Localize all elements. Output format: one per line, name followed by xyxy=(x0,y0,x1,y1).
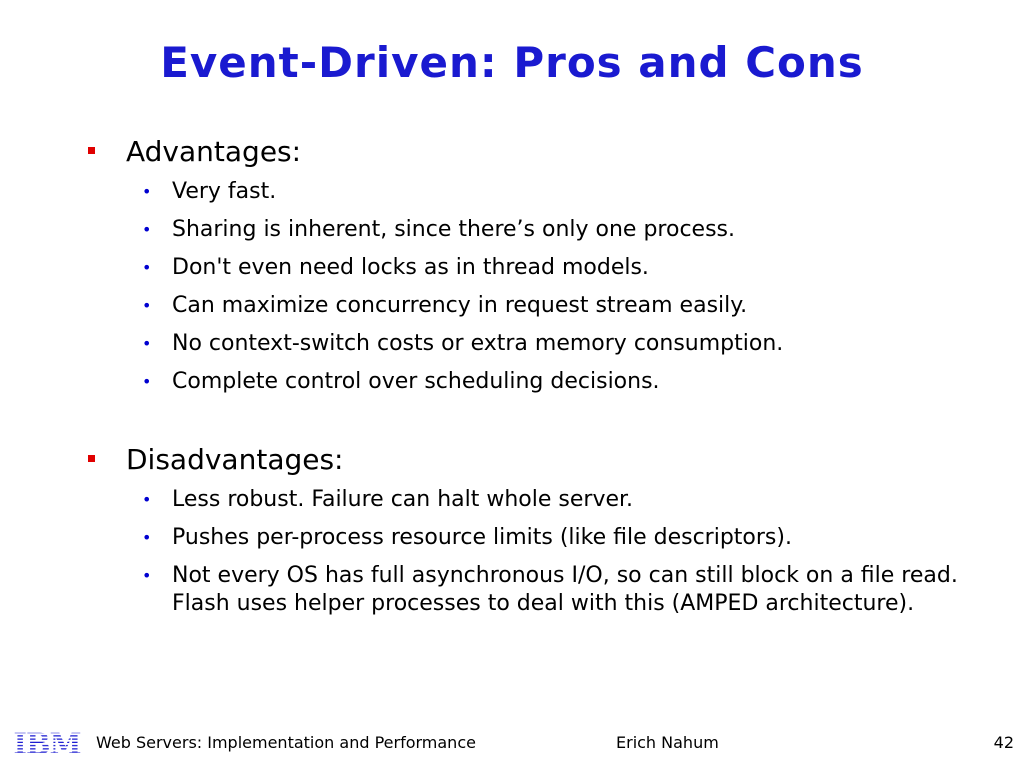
slide-title: Event-Driven: Pros and Cons xyxy=(160,38,864,87)
list-item: • Don't even need locks as in thread models. xyxy=(142,255,649,280)
disadvantages-label: Disadvantages: xyxy=(126,443,344,476)
advantages-section xyxy=(88,134,968,406)
footer-title: Web Servers: Implementation and Performance xyxy=(96,733,476,752)
list-item: • Can maximize concurrency in request stream easily. xyxy=(142,293,748,318)
list-item: • No context-switch costs or extra memory consumption. xyxy=(142,331,784,356)
disadvantages-section xyxy=(88,442,968,618)
bullet-dot-icon: • xyxy=(142,334,152,353)
ibm-logo-icon xyxy=(8,730,86,756)
page-number: 42 xyxy=(993,733,1014,752)
advantages-list xyxy=(142,178,968,396)
bullet-dot-icon: • xyxy=(142,566,152,585)
bullet-dot-icon: • xyxy=(142,372,152,391)
advantages-heading xyxy=(88,134,968,174)
bullet-dot-icon: • xyxy=(142,296,152,315)
bullet-dot-icon: • xyxy=(142,528,152,547)
square-bullet-icon xyxy=(88,147,95,154)
advantages-label: Advantages: xyxy=(126,135,302,168)
disadvantages-list xyxy=(142,486,968,618)
slide-footer xyxy=(0,726,1024,760)
list-item: • Less robust. Failure can halt whole server. xyxy=(142,487,634,512)
footer-author: Erich Nahum xyxy=(616,733,719,752)
list-item: • Very fast. xyxy=(142,179,277,204)
list-item: • Complete control over scheduling decisions. xyxy=(142,369,660,394)
bullet-dot-icon: • xyxy=(142,490,152,509)
bullet-dot-icon: • xyxy=(142,220,152,239)
disadvantages-heading xyxy=(88,442,968,482)
bullet-dot-icon: • xyxy=(142,182,152,201)
list-item: • Pushes per-process resource limits (like file descriptors). xyxy=(142,525,792,550)
list-item: • Sharing is inherent, since there’s only one process. xyxy=(142,217,735,242)
bullet-dot-icon: • xyxy=(142,258,152,277)
square-bullet-icon xyxy=(88,455,95,462)
list-item: • Not every OS has full asynchronous I/O, so can still block on a file read. Flash uses helper processes to deal with this (AMPED architecture). xyxy=(142,563,958,616)
